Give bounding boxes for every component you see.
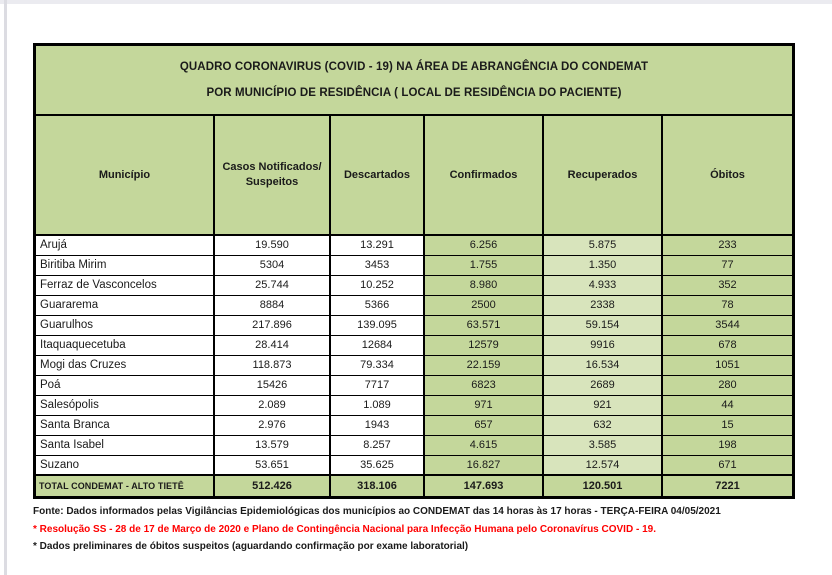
cell-descartados: 139.095 <box>330 315 424 335</box>
table-row <box>36 275 792 295</box>
cell-municipio: Arujá <box>36 235 214 255</box>
report-title-line1: QUADRO CORONAVIRUS (COVID - 19) NA ÁREA DE ABRANGÊNCIA DO CONDEMAT <box>179 60 649 73</box>
cell-obitos: 15 <box>662 415 792 435</box>
cell-obitos: 352 <box>662 275 792 295</box>
cell-descartados: 35.625 <box>330 455 424 475</box>
cell-obitos: 678 <box>662 335 792 355</box>
column-header-confirmados: Confirmados <box>424 116 543 235</box>
cell-recuperados: 5.875 <box>543 235 662 255</box>
cell-municipio: Ferraz de Vasconcelos <box>36 275 214 295</box>
total-row <box>36 475 792 496</box>
cell-casos-notificados: 8884 <box>214 295 330 315</box>
column-header-casos-notificados: Casos Notificados/ Suspeitos <box>214 116 330 235</box>
cell-confirmados: 63.571 <box>424 315 543 335</box>
cell-confirmados: 6.256 <box>424 235 543 255</box>
table-row <box>36 255 792 275</box>
table-row <box>36 435 792 455</box>
cell-municipio: Santa Isabel <box>36 435 214 455</box>
cell-casos-notificados: 13.579 <box>214 435 330 455</box>
cell-descartados: 7717 <box>330 375 424 395</box>
cell-descartados: 79.334 <box>330 355 424 375</box>
cell-obitos: 3544 <box>662 315 792 335</box>
table-row <box>36 375 792 395</box>
window-top-edge <box>0 0 832 4</box>
cell-descartados: 13.291 <box>330 235 424 255</box>
cell-municipio: Guarulhos <box>36 315 214 335</box>
cell-casos-notificados: 53.651 <box>214 455 330 475</box>
total-obitos: 7221 <box>662 475 792 496</box>
cell-recuperados: 921 <box>543 395 662 415</box>
cell-obitos: 1051 <box>662 355 792 375</box>
table-row <box>36 295 792 315</box>
cell-obitos: 44 <box>662 395 792 415</box>
cell-recuperados: 4.933 <box>543 275 662 295</box>
column-header-descartados: Descartados <box>330 116 424 235</box>
note-preliminares: * Dados preliminares de óbitos suspeitos (aguardando confirmação por exame laboratorial) <box>33 541 469 552</box>
cell-confirmados: 12579 <box>424 335 543 355</box>
cell-casos-notificados: 118.873 <box>214 355 330 375</box>
total-descartados: 318.106 <box>330 475 424 496</box>
covid-table <box>36 116 792 496</box>
footer-notes <box>33 503 795 556</box>
cell-casos-notificados: 15426 <box>214 375 330 395</box>
table-row <box>36 335 792 355</box>
cell-confirmados: 6823 <box>424 375 543 395</box>
total-recuperados: 120.501 <box>543 475 662 496</box>
cell-descartados: 3453 <box>330 255 424 275</box>
table-row <box>36 395 792 415</box>
cell-recuperados: 9916 <box>543 335 662 355</box>
cell-recuperados: 3.585 <box>543 435 662 455</box>
note-resolucao: * Resolução SS - 28 de 17 de Março de 2020 e Plano de Contingência Nacional para Infecção Humana pelo Coronavírus COVID - 19. <box>33 523 656 535</box>
cell-confirmados: 22.159 <box>424 355 543 375</box>
cell-municipio: Santa Branca <box>36 415 214 435</box>
column-header-recuperados: Recuperados <box>543 116 662 235</box>
cell-municipio: Guararema <box>36 295 214 315</box>
cell-casos-notificados: 25.744 <box>214 275 330 295</box>
cell-casos-notificados: 2.089 <box>214 395 330 415</box>
cell-confirmados: 2500 <box>424 295 543 315</box>
table-row <box>36 235 792 255</box>
cell-obitos: 78 <box>662 295 792 315</box>
cell-descartados: 1.089 <box>330 395 424 415</box>
cell-descartados: 12684 <box>330 335 424 355</box>
cell-confirmados: 971 <box>424 395 543 415</box>
cell-municipio: Itaquaquecetuba <box>36 335 214 355</box>
report-title-line2: POR MUNICÍPIO DE RESIDÊNCIA ( LOCAL DE RESIDÊNCIA DO PACIENTE) <box>206 87 622 100</box>
cell-confirmados: 657 <box>424 415 543 435</box>
cell-municipio: Mogi das Cruzes <box>36 355 214 375</box>
cell-obitos: 280 <box>662 375 792 395</box>
window-left-edge <box>4 0 7 575</box>
table-row <box>36 355 792 375</box>
cell-confirmados: 8.980 <box>424 275 543 295</box>
header-row <box>36 116 792 235</box>
report-title <box>36 46 792 116</box>
cell-recuperados: 12.574 <box>543 455 662 475</box>
column-header-municipio: Município <box>36 116 214 235</box>
cell-obitos: 233 <box>662 235 792 255</box>
cell-descartados: 10.252 <box>330 275 424 295</box>
cell-recuperados: 2689 <box>543 375 662 395</box>
cell-confirmados: 4.615 <box>424 435 543 455</box>
cell-descartados: 5366 <box>330 295 424 315</box>
note-fonte: Fonte: Dados informados pelas Vigilâncias Epidemiológicas dos municípios ao CONDEMAT das 14 horas às 17 horas - TERÇA-FEIRA 04/05/2021 <box>33 506 721 517</box>
table-row <box>36 315 792 335</box>
cell-casos-notificados: 2.976 <box>214 415 330 435</box>
cell-casos-notificados: 28.414 <box>214 335 330 355</box>
cell-confirmados: 16.827 <box>424 455 543 475</box>
cell-municipio: Suzano <box>36 455 214 475</box>
total-casos-notificados: 512.426 <box>214 475 330 496</box>
cell-casos-notificados: 19.590 <box>214 235 330 255</box>
table-row <box>36 455 792 475</box>
total-confirmados: 147.693 <box>424 475 543 496</box>
cell-recuperados: 632 <box>543 415 662 435</box>
covid-table-frame <box>33 43 795 499</box>
cell-municipio: Poá <box>36 375 214 395</box>
cell-casos-notificados: 5304 <box>214 255 330 275</box>
table-row <box>36 415 792 435</box>
column-header-obitos: Óbitos <box>662 116 792 235</box>
covid-report-sheet <box>33 43 795 556</box>
cell-casos-notificados: 217.896 <box>214 315 330 335</box>
table-body <box>36 235 792 475</box>
cell-obitos: 77 <box>662 255 792 275</box>
cell-recuperados: 1.350 <box>543 255 662 275</box>
cell-obitos: 198 <box>662 435 792 455</box>
cell-descartados: 1943 <box>330 415 424 435</box>
cell-confirmados: 1.755 <box>424 255 543 275</box>
cell-obitos: 671 <box>662 455 792 475</box>
cell-recuperados: 2338 <box>543 295 662 315</box>
total-label: TOTAL CONDEMAT - ALTO TIETÊ <box>36 475 214 496</box>
cell-municipio: Biritiba Mirim <box>36 255 214 275</box>
cell-descartados: 8.257 <box>330 435 424 455</box>
cell-recuperados: 59.154 <box>543 315 662 335</box>
cell-recuperados: 16.534 <box>543 355 662 375</box>
cell-municipio: Salesópolis <box>36 395 214 415</box>
